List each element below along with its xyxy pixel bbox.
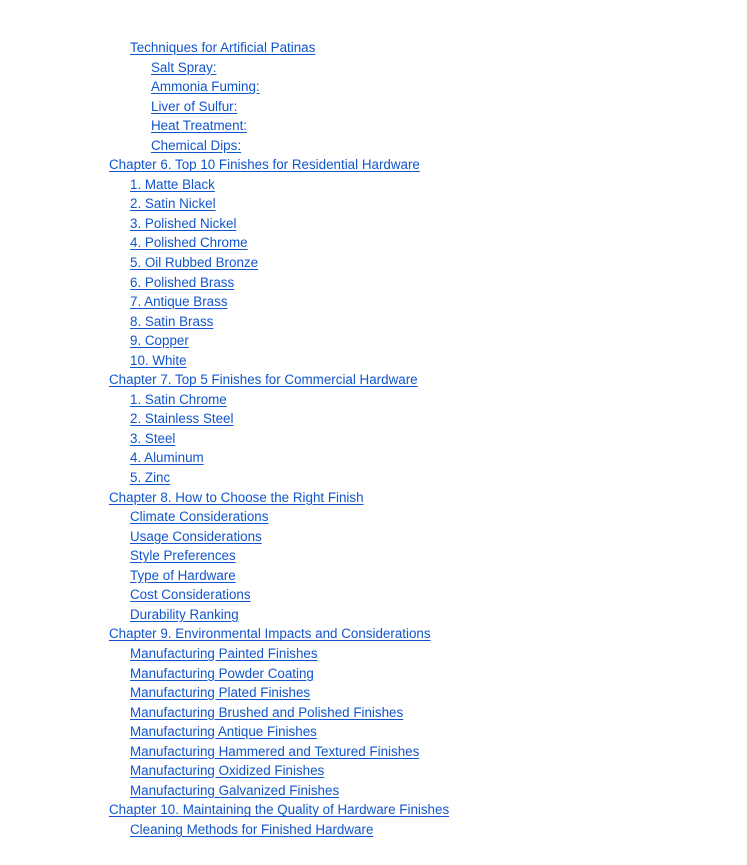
toc-entry (109, 175, 747, 195)
toc-link[interactable]: 6. Polished Brass (130, 274, 235, 290)
toc-entry (109, 546, 747, 566)
toc-entry (109, 38, 747, 58)
toc-link[interactable]: Climate Considerations (130, 509, 269, 525)
toc-link[interactable]: 5. Oil Rubbed Bronze (130, 255, 259, 271)
toc-entry (109, 664, 747, 684)
toc-entry (109, 390, 747, 410)
toc-link[interactable]: Durability Ranking (130, 606, 239, 622)
toc-link[interactable]: 9. Copper (130, 333, 189, 349)
toc-entry (109, 273, 747, 293)
toc-entry (109, 292, 747, 312)
toc-link[interactable]: Salt Spray: (151, 59, 217, 75)
toc-link[interactable]: 5. Zinc (130, 470, 171, 486)
toc-link[interactable]: 2. Stainless Steel (130, 411, 234, 427)
toc-link[interactable]: 4. Polished Chrome (130, 235, 248, 251)
toc-link[interactable]: Usage Considerations (130, 528, 262, 544)
toc-entry (109, 77, 747, 97)
toc-link[interactable]: 7. Antique Brass (130, 294, 228, 310)
toc-entry (109, 781, 747, 801)
toc-link[interactable]: Heat Treatment: (151, 118, 248, 134)
toc-link[interactable]: 2. Satin Nickel (130, 196, 216, 212)
toc-link[interactable]: Manufacturing Antique Finishes (130, 724, 317, 740)
toc-entry (109, 527, 747, 547)
toc-entry (109, 136, 747, 156)
toc-entry (109, 253, 747, 273)
toc-entry (109, 742, 747, 762)
table-of-contents (109, 38, 747, 839)
toc-link[interactable]: Techniques for Artificial Patinas (130, 40, 316, 55)
toc-entry (109, 58, 747, 78)
toc-entry (109, 703, 747, 723)
toc-entry (109, 468, 747, 488)
toc-entry (109, 116, 747, 136)
toc-entry (109, 820, 747, 840)
toc-entry (109, 351, 747, 371)
toc-entry (109, 429, 747, 449)
toc-entry (109, 214, 747, 234)
toc-link[interactable]: Chapter 7. Top 5 Finishes for Commercial Hardware (109, 372, 418, 388)
toc-entry (109, 331, 747, 351)
toc-entry (109, 312, 747, 332)
toc-link[interactable]: Cleaning Methods for Finished Hardware (130, 821, 374, 837)
toc-link[interactable]: Chapter 9. Environmental Impacts and Considerations (109, 626, 431, 642)
toc-link[interactable]: Manufacturing Powder Coating (130, 665, 314, 681)
toc-link[interactable]: 1. Satin Chrome (130, 391, 227, 407)
toc-entry (109, 155, 747, 175)
toc-link[interactable]: Chapter 6. Top 10 Finishes for Residential Hardware (109, 157, 420, 173)
toc-link[interactable]: Chemical Dips: (151, 137, 242, 153)
toc-link[interactable]: Manufacturing Oxidized Finishes (130, 763, 325, 779)
toc-entry (109, 761, 747, 781)
toc-link[interactable]: Manufacturing Plated Finishes (130, 685, 311, 701)
toc-entry (109, 233, 747, 253)
toc-link[interactable]: 8. Satin Brass (130, 313, 214, 329)
toc-link[interactable]: 3. Polished Nickel (130, 215, 237, 231)
toc-entry (109, 488, 747, 508)
toc-link[interactable]: Manufacturing Brushed and Polished Finishes (130, 704, 404, 720)
toc-link[interactable]: Manufacturing Hammered and Textured Finishes (130, 743, 420, 759)
toc-link[interactable]: 10. White (130, 352, 187, 368)
toc-link[interactable]: Liver of Sulfur: (151, 98, 238, 114)
toc-entry (109, 722, 747, 742)
toc-entry (109, 624, 747, 644)
toc-entry (109, 605, 747, 625)
toc-link[interactable]: Manufacturing Galvanized Finishes (130, 782, 340, 798)
toc-link[interactable]: 3. Steel (130, 430, 176, 446)
toc-link[interactable]: 1. Matte Black (130, 176, 215, 192)
toc-entry (109, 683, 747, 703)
toc-link[interactable]: 4. Aluminum (130, 450, 204, 466)
toc-entry (109, 194, 747, 214)
toc-entry (109, 507, 747, 527)
toc-link[interactable]: Ammonia Fuming: (151, 79, 260, 95)
toc-entry (109, 644, 747, 664)
toc-link[interactable]: Type of Hardware (130, 567, 236, 583)
toc-entry (109, 409, 747, 429)
toc-entry (109, 800, 747, 820)
toc-link[interactable]: Manufacturing Painted Finishes (130, 645, 318, 661)
toc-entry (109, 585, 747, 605)
toc-link[interactable]: Chapter 8. How to Choose the Right Finish (109, 489, 364, 505)
toc-link[interactable]: Style Preferences (130, 548, 236, 564)
toc-entry (109, 370, 747, 390)
toc-link[interactable]: Cost Considerations (130, 587, 251, 603)
toc-entry (109, 448, 747, 468)
toc-link[interactable]: Chapter 10. Maintaining the Quality of Hardware Finishes (109, 802, 450, 818)
toc-entry (109, 97, 747, 117)
toc-entry (109, 566, 747, 586)
